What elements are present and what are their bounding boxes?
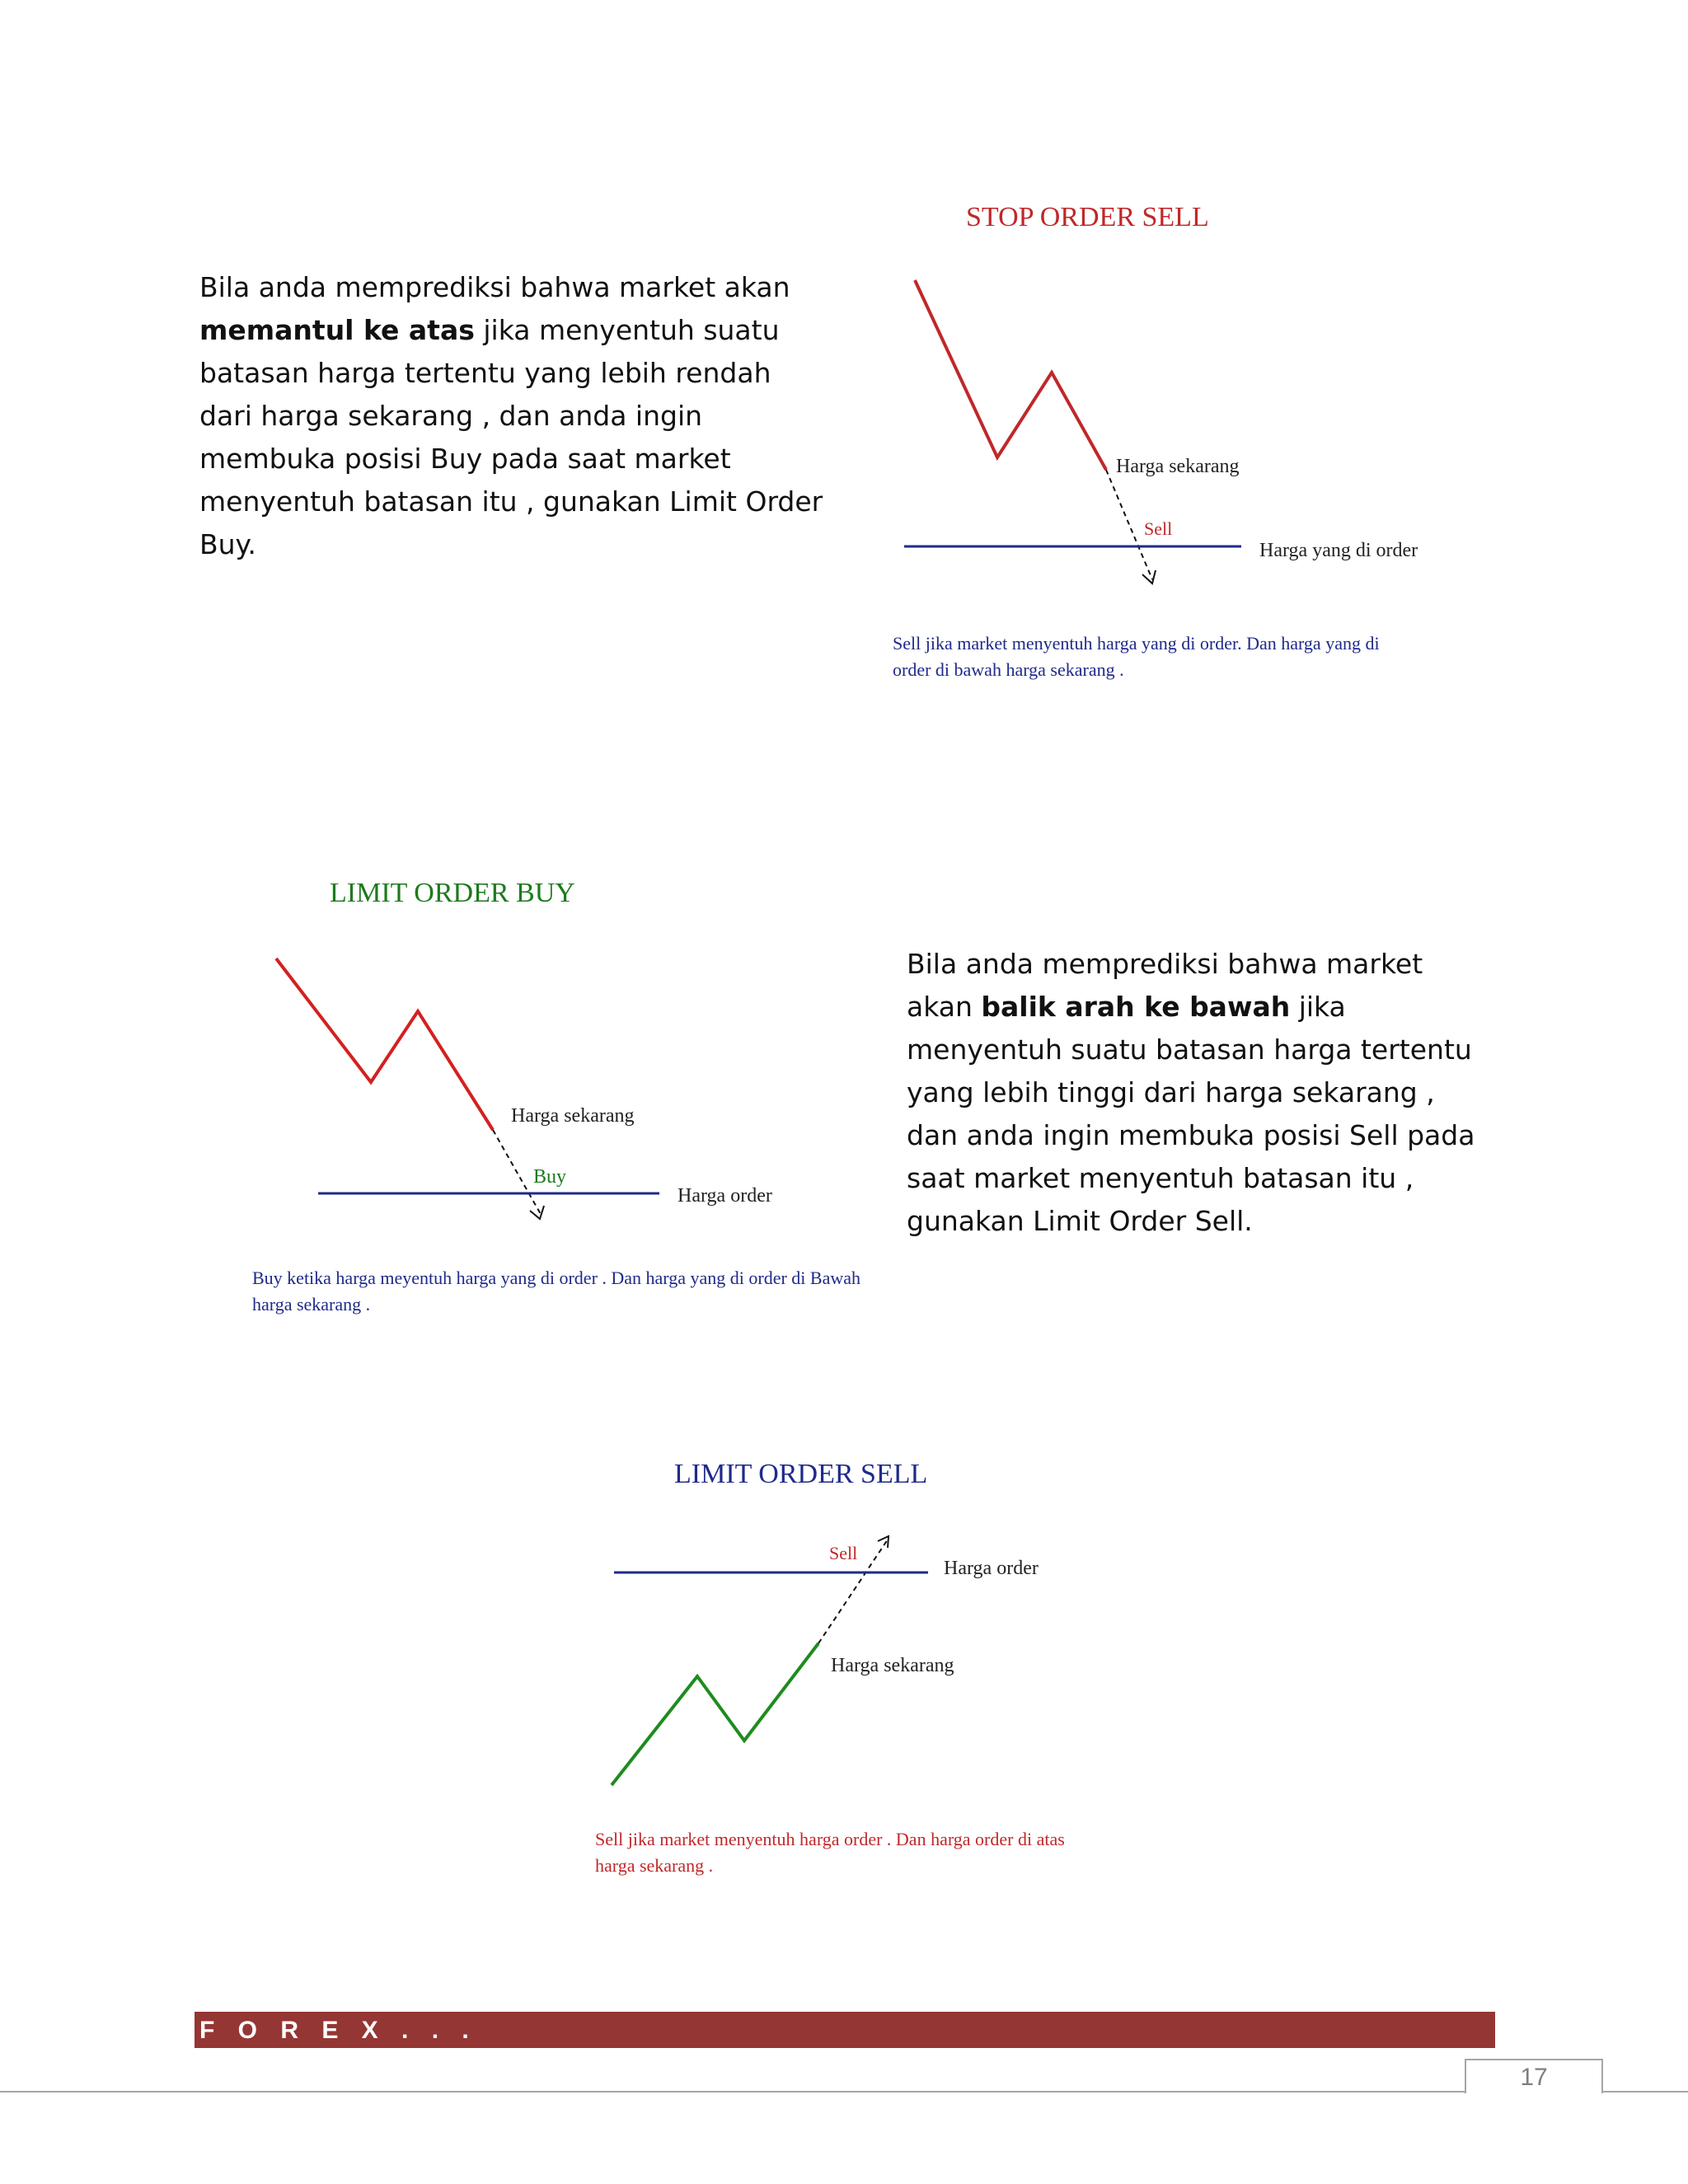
figure-caption: Buy ketika harga meyentuh harga yang di order . Dan harga yang di order di Bawah harga sekarang . [252, 1268, 860, 1315]
label-action: Buy [533, 1166, 567, 1188]
price-trend-line [276, 958, 493, 1130]
label-order-price: Harga order [678, 1185, 772, 1207]
paragraph-bold-phrase: memantul ke atas [199, 314, 475, 346]
arrow-head-icon [530, 1206, 544, 1219]
figure-title: STOP ORDER SELL [966, 202, 1209, 232]
paragraph-limit-order-buy [199, 266, 826, 566]
paragraph-limit-order-sell [907, 943, 1484, 1243]
price-trend-line [612, 1643, 818, 1785]
figure-title: LIMIT ORDER BUY [330, 878, 575, 908]
figure-title: LIMIT ORDER SELL [674, 1459, 928, 1489]
paragraph-text-before: Bila anda memprediksi bahwa market akan [907, 948, 1423, 1023]
price-trend-line [915, 280, 1106, 470]
figure-limit-order-sell [593, 1459, 1137, 1887]
figure-limit-order-buy [247, 878, 874, 1339]
paragraph-bold-phrase: balik arah ke bawah [981, 991, 1291, 1023]
paragraph-text-before: Bila anda memprediksi bahwa market akan [199, 271, 790, 303]
label-current-price: Harga sekarang [1116, 456, 1240, 477]
figure-caption: Sell jika market menyentuh harga order . Dan harga order di atas harga sekarang . [595, 1829, 1065, 1876]
figure-caption: Sell jika market menyentuh harga yang di order. Dan harga yang di order di bawah harga sekarang . [893, 633, 1380, 680]
stop-order-sell-diagram [882, 202, 1426, 696]
paragraph-text-after: jika menyentuh suatu batasan harga tertentu yang lebih tinggi dari harga sekarang , dan anda ingin membuka posisi Sell pada saat market menyentuh batasan itu , gunakan Limit Order Sell. [907, 991, 1475, 1237]
page-number: 17 [1520, 2064, 1548, 2091]
label-order-price: Harga order [944, 1558, 1039, 1579]
label-order-price: Harga yang di order [1259, 540, 1418, 561]
figure-stop-order-sell [882, 202, 1426, 696]
label-current-price: Harga sekarang [511, 1105, 635, 1127]
label-action: Sell [829, 1543, 858, 1563]
paragraph-text-after: jika menyentuh suatu batasan harga tertentu yang lebih rendah dari harga sekarang , dan anda ingin membuka posisi Buy pada saat market menyentuh batasan itu , gunakan Limit Order Buy. [199, 314, 823, 560]
footer-divider [0, 2091, 1688, 2093]
footer-title: F O R E X . . . [199, 2017, 477, 2044]
label-action: Sell [1144, 518, 1173, 539]
label-current-price: Harga sekarang [831, 1655, 954, 1676]
